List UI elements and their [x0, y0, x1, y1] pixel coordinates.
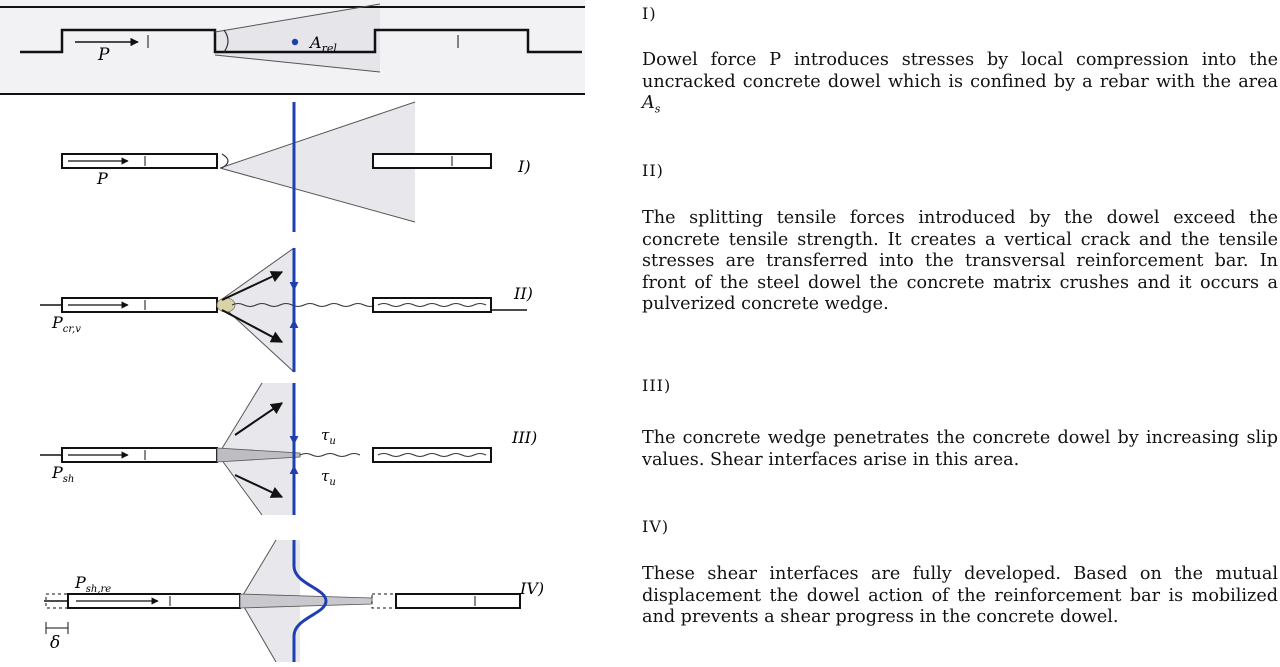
stage-iv-right-dowel	[396, 594, 520, 608]
stage-iii-crack	[300, 454, 360, 457]
stage-iv-gap	[372, 594, 396, 608]
stage-iv-slip-label: δ	[50, 633, 61, 653]
stage-iv-diagram	[44, 540, 544, 662]
svg-text:Pcr,v	[51, 313, 81, 335]
svg-text:τu	[321, 467, 336, 488]
step-ii-description: The splitting tensile forces introduced by the dowel exceed the concrete tensile strength. It creates a vertical crack and the tensile stresses are transferred into the transversal reinforcement bar. In front of the steel dowel the concrete matrix crushes and it occurs a pulverized concrete wedge.	[642, 208, 1278, 315]
stage-i-force-label: P	[97, 169, 108, 188]
step-ii-heading: II)	[642, 161, 664, 180]
top-panel	[0, 0, 585, 94]
top-panel-rebar-point	[292, 39, 298, 45]
svg-text:Psh,re	[74, 573, 111, 595]
stage-iii-shear-label-lower: τ	[321, 467, 330, 485]
stage-i-label: I)	[518, 157, 531, 176]
step-i-symbol: A	[642, 93, 655, 114]
step-iii-description: The concrete wedge penetrates the concrete dowel by increasing slip values. Shear interfaces arise in this area.	[642, 428, 1278, 470]
svg-text:Psh	[51, 463, 74, 485]
stage-iv-force-subscript: sh,re	[85, 584, 112, 595]
stage-iv-label: IV)	[520, 579, 545, 598]
stage-i-right-dowel	[373, 154, 491, 168]
step-i-heading: I)	[642, 4, 657, 23]
stage-ii-force-label: P	[52, 313, 63, 332]
stage-ii-diagram	[40, 248, 533, 372]
stage-i-diagram	[62, 102, 531, 232]
step-iii-heading: III)	[642, 376, 672, 395]
step-iv-heading: IV)	[642, 517, 670, 536]
stage-iii-force-subscript: sh	[62, 474, 75, 485]
stage-iii-shear-subscript-upper: u	[329, 436, 336, 447]
stage-iv-force-label: P	[75, 573, 86, 592]
step-i-description	[642, 50, 1278, 120]
svg-text:τu	[321, 426, 336, 447]
stage-iii-force-label: P	[52, 463, 63, 482]
stage-iv-shear-interface	[240, 594, 372, 608]
dowel-mechanism-diagram	[0, 0, 615, 667]
stage-ii-force-subscript: cr,v	[62, 324, 81, 335]
top-panel-area-label: A	[310, 33, 322, 52]
stage-iii-shear-label-upper: τ	[321, 426, 330, 444]
stage-descriptions	[642, 0, 1278, 667]
step-iv-description: These shear interfaces are fully developed. Based on the mutual displacement the dowel action of the reinforcement bar is mobilized and prevents a shear progress in the concrete dowel.	[642, 564, 1278, 628]
top-panel-force-label: P	[98, 45, 110, 65]
stage-iii-diagram	[40, 383, 537, 515]
stage-iii-label: III)	[512, 428, 538, 447]
stage-iii-shear-subscript-lower: u	[329, 477, 336, 488]
stage-ii-label: II)	[514, 284, 533, 303]
step-i-symbol-subscript: s	[654, 102, 661, 116]
step-i-text: Dowel force P introduces stresses by local compression into the uncracked concrete dowel which is confined by a rebar with the area	[642, 50, 1278, 92]
top-panel-area-subscript: rel	[321, 42, 337, 55]
